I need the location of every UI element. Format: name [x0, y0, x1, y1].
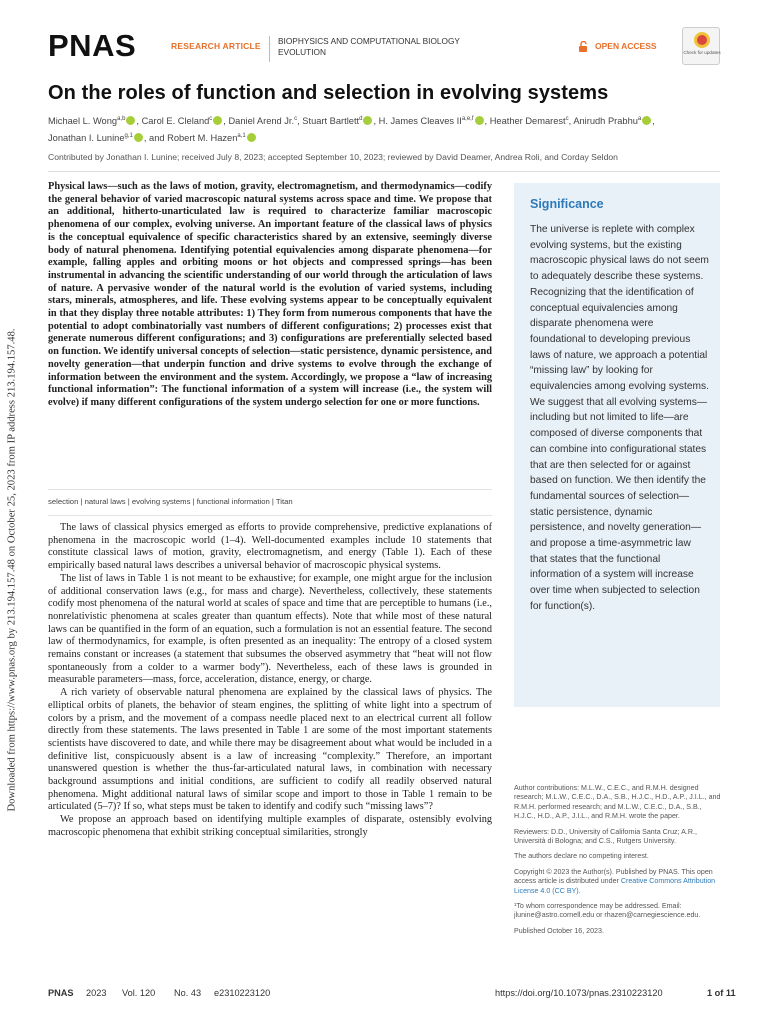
check-for-updates-badge[interactable] — [682, 27, 720, 65]
download-note-text: Downloaded from https://www.pnas.org by 213.194.157.48 on October 25, 2023 from IP address 213.194.157.48. — [6, 328, 18, 812]
download-watermark — [4, 170, 20, 970]
article-notes — [514, 784, 722, 942]
open-lock-icon — [578, 41, 590, 52]
footer-volume: Vol. 120 — [122, 988, 156, 998]
reviewers-note: Reviewers: D.D., University of California Santa Cruz; A.R., Università di Bologna; and C.S., Rutgers University. — [514, 827, 697, 846]
correspondence-note: ¹To whom correspondence may be addressed. Email: jlunine@astro.cornell.edu or rhazen@carnegiescience.edu. — [514, 902, 701, 920]
body-paragraph: The list of laws in Table 1 is not meant to be exhaustive; for example, one might argue for the inclusion of additional conservation laws (e.g., for mass and charge). Nevertheless, collectively, these statements codify most phenomena of the natural world at scales of space and time that are perceptible to humans (i.e., nonrelativistic phenomena at scales greater than quantum effects). Note that while most of these natural laws can be quantified in the form of an equation, such a formulation is not an essential feature. The second law of thermodynamics, for example, is often presented as an inequality: The entropy of a closed system remains constant or increases (a statement that subsumes the observed asymmetry that “heat will not flow spontaneously from a colder to a warmer body”). Nevertheless, each of these laws is grounded in measurable parameters—mass, force, acceleration, distance, energy, or charge. — [48, 572, 492, 686]
category-line-1: BIOPHYSICS AND COMPUTATIONAL BIOLOGY — [278, 36, 460, 46]
open-access-label: OPEN ACCESS — [595, 41, 657, 51]
header-divider — [269, 36, 270, 62]
author[interactable]: H. James Cleaves II$^{a,e,f}$ — [378, 116, 474, 127]
page-footer — [48, 988, 736, 1002]
published-date: Published October 16, 2023. — [514, 926, 604, 935]
orcid-icon[interactable] — [475, 116, 484, 125]
significance-box — [514, 183, 720, 707]
keywords-rule-top — [48, 489, 492, 490]
author[interactable]: Michael L. Wong$^{a,b}$ — [48, 116, 126, 127]
crossmark-icon — [694, 32, 710, 48]
author[interactable]: Jonathan I. Lunine$^{g,1}$ — [48, 133, 133, 144]
article-type-label: RESEARCH ARTICLE — [171, 41, 261, 51]
contribution-dates: Contributed by Jonathan I. Lunine; received July 8, 2023; accepted September 10, 2023; reviewed by David Deamer, Andrea Roli, and Corday Seldon — [48, 152, 618, 162]
body-paragraph: The laws of classical physics emerged as efforts to provide comprehensive, predictive explanations of phenomena in the macroscopic world (1–4). Well-documented examples include 10 statements that constitute classical laws of motion, gravity, electromagnetism, and energy (Table 1). Each of these empirically based natural laws describes a universal behavior of macroscopic physical systems. — [48, 522, 492, 572]
subject-category — [278, 36, 460, 58]
footer-year: 2023 — [86, 988, 107, 998]
keywords: selection | natural laws | evolving systems | functional information | Titan — [48, 497, 293, 506]
badge-text: Check for updates — [683, 50, 721, 55]
keywords-rule-bottom — [48, 515, 492, 516]
footer-doi-link[interactable]: https://doi.org/10.1073/pnas.2310223120 — [495, 988, 663, 998]
author[interactable]: Robert M. Hazen$^{a,1}$ — [167, 133, 246, 144]
author[interactable]: Daniel Arend Jr.$^c$ — [228, 116, 298, 127]
competing-interest-note: The authors declare no competing interest. — [514, 852, 649, 861]
author[interactable]: Stuart Bartlett$^d$ — [302, 116, 363, 127]
orcid-icon[interactable] — [134, 133, 143, 142]
article-header — [48, 28, 720, 68]
author[interactable]: Carol E. Cleland$^c$ — [141, 116, 213, 127]
header-rule — [48, 171, 720, 172]
significance-title: Significance — [530, 197, 604, 211]
orcid-icon[interactable] — [247, 133, 256, 142]
license-link[interactable]: Creative Commons Attribution License 4.0 (CC BY). — [514, 877, 716, 895]
author-list: Michael L. Wong$^{a,b}$ , Carol E. Cleland$^c$ , Daniel Arend Jr.$^c$, Stuart Bartlett$^d$ , H. James Cleaves II$^{a,e,f}$ , Heather Demarest$^c$, Anirudh Prabhu$^a$ , Jonathan I. Lunine$^{g,1}$ , and Robert M. Hazen$^{a,1}$ — [48, 116, 655, 144]
author-contributions: Author contributions: M.L.W., C.E.C., and R.M.H. designed research; M.L.W., C.E.C., D.A., S.B., H.J.C., H.D., A.P., J.I.L., and R.M.H. performed research; and M.L.W., C.E.C., D.A., S.B., H.J.C., H.D., A.P., J.I.L., and R.M.H. wrote the paper. — [514, 784, 721, 821]
copyright-note: Copyright © 2023 the Author(s). Published by PNAS. This open access article is distributed under Creative Commons Attribution License 4.0 (CC BY). — [514, 867, 716, 895]
journal-logo[interactable]: PNAS — [48, 28, 137, 63]
orcid-icon[interactable] — [126, 116, 135, 125]
main-text — [48, 522, 492, 840]
footer-issue: No. 43 — [174, 988, 202, 998]
footer-article-id: e2310223120 — [214, 988, 271, 998]
orcid-icon[interactable] — [642, 116, 651, 125]
footer-journal: PNAS — [48, 988, 74, 998]
orcid-icon[interactable] — [363, 116, 372, 125]
footer-page-number: 1 of 11 — [707, 988, 736, 998]
body-paragraph: We propose an approach based on identifying multiple examples of disparate, ostensibly evolving macroscopic phenomena that exhibit striking conceptual similarities, strongly — [48, 814, 492, 838]
author[interactable]: Heather Demarest$^c$ — [489, 116, 569, 127]
article-title: On the roles of function and selection in evolving systems — [48, 82, 609, 104]
body-paragraph: A rich variety of observable natural phenomena are explained by the classical laws of physics. The elliptical orbits of planets, the behavior of steam engines, the splitting of white light into a spectrum of colors by a prism, and the movement of a compass needle placed next to an electrical current all follow directly from these statements. The laws presented in Table 1 are some of the most important statements scientists have discovered to date, and while there may be disagreement about what would be included in a definitive list, conspicuously absent is a law of increasing “complexity.” Therefore, an important unanswered question is whether the thus-far-articulated natural laws, in combination with necessary background assumptions and initial conditions, are sufficient to codify all readily observed natural phenomena. Might additional natural laws of similar scope and import to those in Table 1 remain to be articulated (5–7)? If so, what steps must be taken to identify and codify such “missing laws”? — [48, 687, 492, 813]
significance-text: The universe is replete with complex evolving systems, but the existing macroscopic physical laws do not seem to adequately describe these systems. Recognizing that the identification of conceptual equivalencies among disparate phenomena were foundational to developing previous laws of nature, we approach a potential “missing law” by looking for equivalencies among evolving systems. We suggest that all evolving systems—including but not limited to life—are composed of diverse components that can combine into configurational states that are then selected for or against based on function. We then identify the fundamental sources of selection—static persistence, dynamic persistence, and novelty generation—and propose a time-asymmetric law that states that the functional information of a system will increase over time when subjected to selection for function(s). — [530, 224, 709, 612]
author[interactable]: Anirudh Prabhu$^a$ — [573, 116, 642, 127]
orcid-icon[interactable] — [213, 116, 222, 125]
category-line-2: EVOLUTION — [278, 47, 326, 57]
abstract: Physical laws—such as the laws of motion, gravity, electromagnetism, and thermodynamics—codify the general behavior of varied macroscopic natural systems across space and time. We propose that an additional, hitherto-unarticulated law is required to characterize familiar macroscopic phenomena of our complex, evolving universe. An important feature of the classical laws of physics is the conceptual equivalence of specific characteristics shared by an extensive, seemingly diverse body of natural phenomena. Identifying potential equivalencies among disparate phenomena—for example, falling apples and orbiting moons or hot objects and compressed springs—has been instrumental in advancing the scientific understanding of our world through the articulation of laws of nature. A pervasive wonder of the natural world is the evolution of varied systems, including stars, minerals, atmospheres, and life. These evolving systems appear to be conceptually equivalent in that they display three notable attributes: 1) They form from numerous components that have the potential to adopt combinatorially vast numbers of different configurations; 2) processes exist that generate numerous different configurations; and 3) configurations are preferentially selected based on function. We identify universal concepts of selection—static persistence, dynamic persistence, and novelty generation—that underpin function and drive systems to evolve through the exchange of information between the environment and the system. Accordingly, we propose a “law of increasing functional information”: The functional information of a system will increase (i.e., the system will evolve) if many different configurations of the system undergo selection for one or more functions. — [48, 181, 492, 408]
